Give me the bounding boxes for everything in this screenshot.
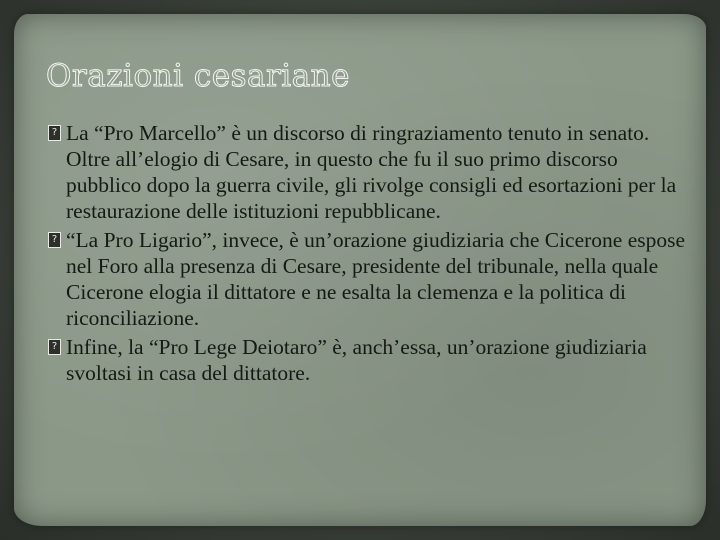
slide-title: Orazioni cesariane (46, 58, 350, 94)
paragraph-text: Infine, la “Pro Lege Deiotaro” è, anch’essa, un’orazione giudiziaria svoltasi in casa del dittatore. (66, 335, 647, 385)
paragraph-text: La “Pro Marcello” è un discorso di ringraziamento tenuto in senato. Oltre all’elogio di Cesare, in questo che fu il suo primo discorso pubblico dopo la guerra civile, gli rivolge consigli ed esortazioni per la restaurazione delle istituzioni repubblicane. (66, 121, 677, 223)
paragraph-pro-lege-deiotaro (48, 334, 688, 386)
paragraph-text: “La Pro Ligario”, invece, è un’orazione giudiziaria che Cicerone espose nel Foro alla presenza di Cesare, presidente del tribunale, nella quale Cicerone elogia il dittatore e ne esalta la clemenza e la politica di riconciliazione. (66, 228, 686, 330)
missing-glyph-icon: ? (48, 232, 61, 248)
slide-body (48, 120, 688, 389)
missing-glyph-icon: ? (48, 339, 61, 355)
missing-glyph-icon: ? (48, 125, 61, 141)
paragraph-pro-marcello (48, 120, 688, 224)
paragraph-pro-ligario (48, 227, 688, 331)
